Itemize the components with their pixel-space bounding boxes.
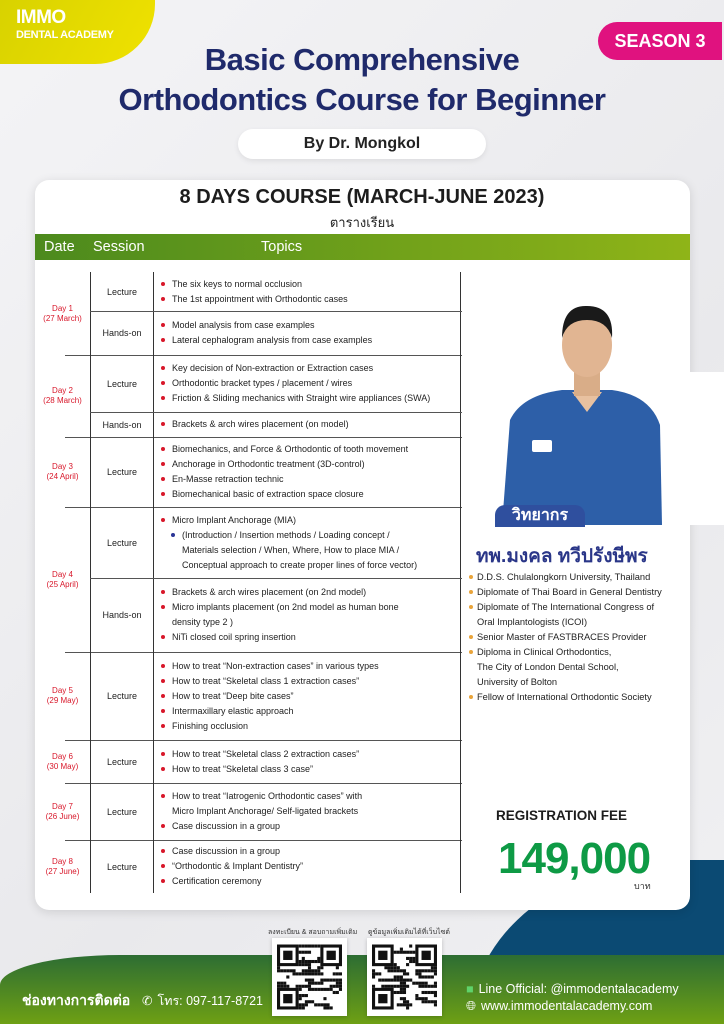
- qr-code-website[interactable]: [367, 938, 442, 1016]
- credential-item: Oral Implantologists (ICOI): [477, 617, 588, 627]
- credential-item: The City of London Dental School,: [477, 662, 619, 672]
- table-row: [35, 272, 462, 311]
- day-date-text: (27 June): [45, 866, 80, 876]
- table-row: [35, 840, 462, 893]
- session-type: Lecture: [90, 840, 153, 893]
- title-line1: Basic Comprehensive: [204, 42, 520, 77]
- day-label: Day 4: [52, 569, 73, 579]
- topic-item: How to treat “Iatrogenic Orthodontic cases” with: [160, 789, 460, 804]
- table-row: [35, 578, 462, 652]
- speaker-label: วิทยากร: [495, 505, 585, 527]
- speaker-name: ทพ.มงคล ทวีปรังษีพร: [476, 546, 648, 567]
- logo-line2: DENTAL ACADEMY: [16, 29, 114, 41]
- topic-item: How to treat “Non-extraction cases” in various types: [160, 659, 460, 674]
- logo-line1: IMMO: [16, 7, 66, 28]
- session-type: Lecture: [90, 507, 153, 578]
- day-date: [35, 686, 90, 706]
- schedule-label: ตารางเรียน: [329, 215, 395, 230]
- topic-item: Friction & Sliding mechanics with Straight wire appliances (SWA): [160, 391, 460, 406]
- line-official[interactable]: [466, 982, 679, 996]
- topic-item: density type 2 ): [172, 617, 234, 627]
- topic-item: Micro Implant Anchorage/ Self-ligated brackets: [172, 806, 359, 816]
- session-type: Lecture: [90, 783, 153, 840]
- topic-item: Certification ceremony: [160, 874, 460, 889]
- topic-item: Model analysis from case examples: [160, 318, 460, 333]
- day-date-text: (27 March): [43, 313, 82, 323]
- session-type: Lecture: [90, 652, 153, 740]
- line-id: Line Official: @immodentalacademy: [478, 982, 679, 996]
- day-label: Day 2: [52, 386, 73, 395]
- qr2-label: ดูข้อมูลเพิ่มเติมได้ที่เว็บไซต์: [368, 929, 450, 936]
- course-title: 8 DAYS COURSE (MARCH-JUNE 2023): [179, 186, 545, 208]
- day-label: Day 7: [52, 801, 73, 811]
- table-row: [35, 783, 462, 840]
- topic-item: How to treat “Skeletal class 3 case”: [160, 762, 460, 777]
- topic-list: [153, 652, 461, 740]
- table-row: [35, 740, 462, 783]
- day-label: Day 5: [52, 686, 73, 695]
- topic-item: Case discussion in a group: [160, 844, 460, 859]
- topic-item: How to treat “Skeletal class 2 extraction cases”: [160, 747, 460, 762]
- topic-item: Conceptual approach to create proper lines of force vector): [182, 559, 418, 570]
- website-link[interactable]: [466, 999, 652, 1014]
- day-date-text: (26 June): [45, 811, 80, 821]
- registration-label: REGISTRATION FEE: [496, 808, 628, 823]
- day-label: Day 3: [52, 462, 73, 471]
- topic-item: How to treat “Deep bite cases”: [160, 689, 460, 704]
- header-session: Session: [93, 239, 145, 255]
- topic-item: En-Masse retraction technic: [160, 472, 460, 487]
- row-divider: [90, 311, 462, 312]
- topic-item: Anchorage in Orthodontic treatment (3D-control): [160, 457, 460, 472]
- topic-list: [153, 840, 461, 893]
- phone-number: โทร: 097-117-8721: [157, 994, 264, 1008]
- session-type: Hands-on: [90, 412, 153, 437]
- topic-item: The 1st appointment with Orthodontic cases: [160, 292, 460, 307]
- registration-price: 149,000: [498, 834, 651, 883]
- topic-list: [153, 740, 461, 783]
- session-type: Lecture: [90, 355, 153, 412]
- topic-item: Brackets & arch wires placement (on model): [160, 417, 460, 432]
- qr-code-registration[interactable]: [272, 938, 347, 1016]
- globe-icon: 🌐︎: [466, 999, 477, 1013]
- credential-item: Diplomate of Thai Board in General Dentistry: [468, 585, 698, 600]
- table-row: [35, 507, 462, 578]
- day-date-text: (24 April): [46, 472, 79, 481]
- topic-item: Intermaxillary elastic approach: [160, 704, 460, 719]
- credential-item: Senior Master of FASTBRACES Provider: [468, 630, 698, 645]
- topic-item: Orthodontic bracket types / placement / wires: [160, 376, 460, 391]
- line-chat-icon: ■: [466, 982, 474, 996]
- topic-list: [153, 507, 461, 578]
- topic-item: Biomechanics, and Force & Orthodontic of tooth movement: [160, 442, 460, 457]
- credential-item: Diploma in Clinical Orthodontics,: [468, 645, 698, 660]
- topic-item: How to treat “Skeletal class 1 extraction cases”: [160, 674, 460, 689]
- phone-icon: ✆: [142, 994, 153, 1008]
- day-date: [35, 304, 90, 324]
- credential-item: University of Bolton: [477, 677, 558, 687]
- topic-list: [153, 578, 461, 652]
- topic-list: [153, 412, 461, 437]
- session-type: Lecture: [90, 272, 153, 311]
- topic-item: Biomechanical basic of extraction space closure: [160, 487, 460, 502]
- topic-item: The six keys to normal occlusion: [160, 277, 460, 292]
- currency-label: บาท: [634, 881, 651, 891]
- table-row: [35, 355, 462, 412]
- day-date: [35, 570, 90, 590]
- day-label: Day 6: [52, 751, 73, 761]
- header-date: Date: [44, 239, 75, 255]
- day-date-text: (28 March): [43, 396, 82, 405]
- credential-item: Diplomate of The International Congress of: [468, 600, 698, 615]
- topic-item: “Orthodontic & Implant Dentistry”: [160, 859, 460, 874]
- topic-item: Finishing occlusion: [160, 719, 460, 734]
- topic-item: Micro implants placement (on 2nd model as human bone: [160, 600, 460, 615]
- credential-item: Fellow of International Orthodontic Society: [468, 690, 698, 705]
- topic-item: Materials selection / When, Where, How to place MIA /: [182, 544, 400, 555]
- speaker-photo: [462, 300, 724, 525]
- topic-item: Case discussion in a group: [160, 819, 460, 834]
- session-type: Hands-on: [90, 578, 153, 652]
- credential-item: D.D.S. Chulalongkorn University, Thailand: [468, 570, 698, 585]
- topic-list: [153, 355, 461, 412]
- topic-item: Lateral cephalogram analysis from case examples: [160, 333, 460, 348]
- day-date: [35, 857, 90, 877]
- topic-item: Micro Implant Anchorage (MIA): [160, 513, 460, 528]
- phone-contact[interactable]: [142, 991, 263, 1011]
- table-row: [35, 437, 462, 507]
- website-url: www.immodentalacademy.com: [481, 999, 653, 1013]
- table-header: [35, 234, 690, 260]
- table-row: [35, 412, 462, 437]
- day-date: [35, 462, 90, 482]
- table-row: [35, 652, 462, 740]
- topic-item: NiTi closed coil spring insertion: [160, 630, 460, 645]
- row-divider: [90, 412, 462, 413]
- contact-label: ช่องทางการติดต่อ: [22, 992, 131, 1008]
- topic-list: [153, 437, 461, 507]
- day-date-text: (30 May): [46, 761, 79, 771]
- day-label: Day 8: [52, 856, 73, 866]
- day-date-text: (29 May): [46, 696, 79, 705]
- session-type: Lecture: [90, 437, 153, 507]
- qr1-label: ลงทะเบียน & สอบถามเพิ่มเติม: [268, 929, 358, 936]
- title-line2: Orthodontics Course for Beginner: [118, 82, 606, 117]
- session-type: Lecture: [90, 740, 153, 783]
- topic-list: [153, 311, 461, 355]
- day-date: [35, 802, 90, 822]
- day-date: [35, 386, 90, 406]
- speaker-credentials: [468, 570, 698, 705]
- day-date: [35, 752, 90, 772]
- session-type: Hands-on: [90, 311, 153, 355]
- season-badge: SEASON 3: [598, 22, 722, 60]
- byline: By Dr. Mongkol: [238, 129, 486, 159]
- header-topics: Topics: [261, 239, 303, 255]
- topic-list: [153, 272, 461, 311]
- topic-list: [153, 783, 461, 840]
- topic-item: Key decision of Non-extraction or Extraction cases: [160, 361, 460, 376]
- topic-item: (Introduction / Insertion methods / Loading concept /: [160, 528, 460, 543]
- table-row: [35, 311, 462, 355]
- day-label: Day 1: [52, 303, 73, 313]
- day-date-text: (25 April): [46, 579, 79, 589]
- topic-item: Brackets & arch wires placement (on 2nd model): [160, 585, 460, 600]
- row-divider: [90, 578, 462, 579]
